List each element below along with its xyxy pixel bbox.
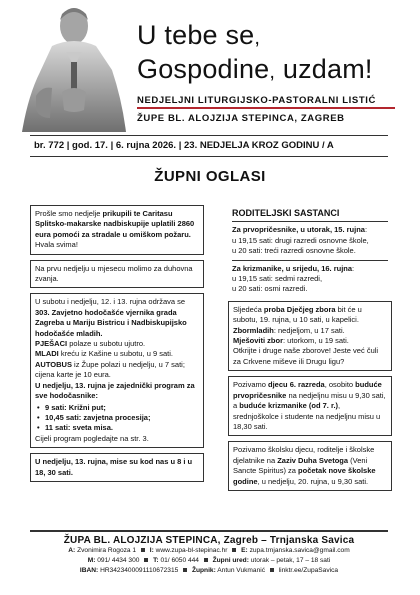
parish-name: ŽUPE BL. ALOJZIJA STEPINCA, ZAGREB	[137, 113, 345, 124]
list-item: • 11 sati: sveta misa.	[35, 423, 199, 433]
footer-contact-line-1: A: Zvonimira Rogoza 1 I: www.zupa-bl-stepinac.hr E: zupa.trnjanska.savica@gmail.com	[68, 547, 350, 554]
accent-divider	[137, 107, 395, 109]
linktree-link[interactable]: linktr.ee/ZupaSavica	[278, 567, 339, 574]
separator-icon	[183, 568, 187, 572]
masses-notice: U nedjelju, 13. rujna, mise su kod nas u 8 i u 18, 30 sati.	[30, 453, 204, 482]
list-item: • 10,45 sati: zavjetna procesija;	[35, 413, 199, 423]
footer-contact-line-3: IBAN: HR3423400091110672315 Župnik: Antun Vukmanić linktr.ee/ZupaSavica	[79, 567, 339, 574]
newsletter-header	[0, 0, 420, 130]
footer	[30, 530, 388, 576]
newsletter-subtitle: NEDJELJNI LITURGIJSKO-PASTORALNI LISTIĆ	[137, 95, 376, 106]
program-heading: U nedjelju, 13. rujna je zajednički program za sve hodočasnike:	[35, 380, 195, 401]
meetings-title: RODITELJSKI SASTANCI	[232, 208, 340, 218]
section-title: ŽUPNI OGLASI	[154, 168, 266, 185]
pilgrimage-notice: U subotu i nedjelju, 12. i 13. rujna održava se 303. Zavjetno hodočašće vjernika grada Zagreba u Mariju Bistricu i Nadbiskupijsko hodočašće mladih. PJEŠACI polaze u subotu ujutro. MLADI kreću iz Kašine u subotu, u 9 sati. AUTOBUS iz Župe polazi u nedjelju, u 7 sati; cijena karte je 10 eura. U nedjelju, 13. rujna je zajednički program za sve hodočasnike: • 9 sati: Križni put; • 10,45 sati: zavjetna procesija; • 11 sati: sveta misa. Cijeli program pogledajte na str. 3.	[30, 293, 204, 448]
issue-info-bar: br. 772 | god. 17. | 6. rujna 2026. | 23. NEDJELJA KROZ GODINU / A	[30, 135, 388, 157]
holy-spirit-notice: Pozivamo školsku djecu, roditelje i školske djelatnike na Zaziv Duha Svetoga (Veni Sancte Spiritus) za početak nove školske godine, u nedjelju, 20. rujna, u 9,30 sati.	[228, 441, 392, 491]
caritas-notice: Prošle smo nedjelje prikupili te Caritasu Splitsko-makarske nadbiskupije uplatili 2860 eura pomoći za stradale u omiškom požaru. Hvala svima!	[30, 205, 204, 255]
separator-icon	[204, 558, 208, 562]
choir-notice: Sljedeća proba Dječjeg zbora bit će u subotu, 19. rujna, u 10 sati, u kapelici. Zbormladih: nedjeljom, u 17 sati. Mješoviti zbor: utorkom, u 19 sati. Otkrijte i druge naše zborove! Jeste već čuli za Crkvene miševe ili Drugu ligu?	[228, 301, 392, 371]
program-list	[35, 403, 199, 434]
prayer-notice: Na prvu nedjelju u mjesecu molimo za duhovna zvanja.	[30, 260, 204, 289]
right-column	[228, 205, 392, 496]
program-note: Cijeli program pogledajte na str. 3.	[35, 433, 149, 443]
separator-icon	[144, 558, 148, 562]
footer-title: ŽUPA BL. ALOJZIJA STEPINCA, Zagreb – Trnjanska Savica	[63, 535, 355, 546]
invitation-notice: Pozivamo djecu 6. razreda, osobito buduće prvopričesnike na nedjeljnu misu u 9,30 sati, a buduće krizmanike (od 7. r.), srednjoškolce i studente na nedjeljnu misu u 18,30 sati.	[228, 376, 392, 436]
footer-contact-line-2: M: 091/ 4434 300 T: 01/ 6050 444 Župni ured: utorak – petak, 17 – 18 sati	[87, 557, 331, 564]
title-line-2: Gospodine, uzdam!	[137, 54, 373, 84]
list-item: • 9 sati: Križni put;	[35, 403, 199, 413]
divider	[232, 221, 388, 222]
divider	[232, 260, 388, 261]
pope-statue-photo	[22, 0, 132, 132]
separator-icon	[141, 548, 145, 552]
parent-meetings: RODITELJSKI SASTANCI Za prvopričesnike, u utorak, 15. rujna: u 19,15 sati: drugi razredi osnovne škole, u 20 sati: treći razredi osnovne škole. Za krizmanike, u srijedu, 16. rujna: u 19,15 sati: sedmi razredi, u 20 sati: osmi razredi.	[228, 205, 392, 298]
left-column	[30, 205, 204, 487]
separator-icon	[232, 548, 236, 552]
separator-icon	[270, 568, 274, 572]
title-line-1: U tebe se,	[137, 20, 261, 50]
